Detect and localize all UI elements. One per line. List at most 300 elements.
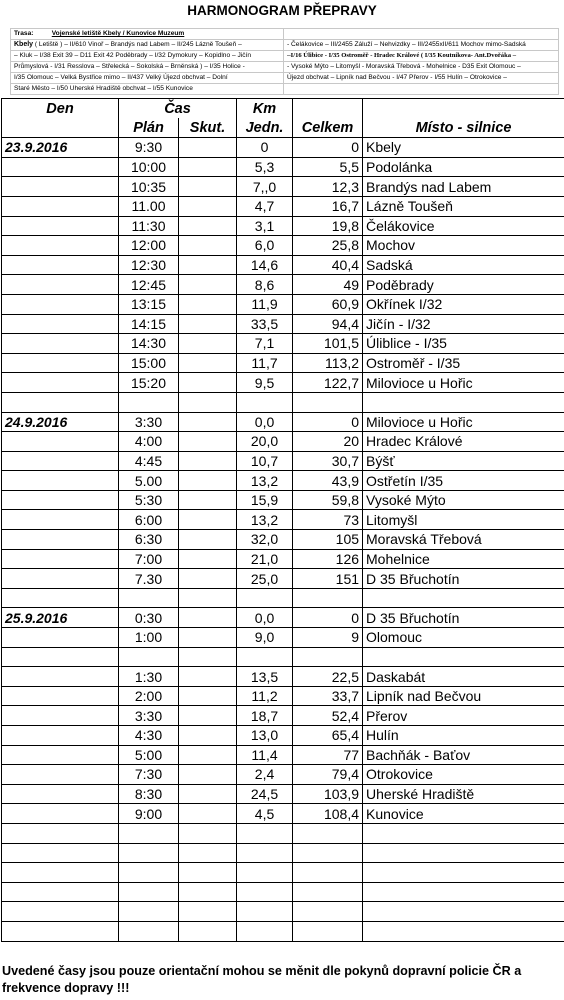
schedule-row <box>2 804 564 824</box>
route-right-text: - Čelákovice – III/2455 Záluží – Nehvizdky – III/2455xII/611 Mochov mimo-Sadská <box>287 41 526 48</box>
cell-jedn: 8,6 <box>237 275 293 295</box>
cell-place: Hradec Králové <box>363 432 564 452</box>
cell-place <box>363 588 564 608</box>
cell-date <box>2 882 119 902</box>
cell-date <box>2 334 119 354</box>
route-header-row <box>11 29 559 40</box>
cell-celk: 5,5 <box>293 157 363 177</box>
cell-date <box>2 647 119 667</box>
cell-place: Bachňák - Baťov <box>363 745 564 765</box>
route-right-bold: I/16 Úlibice - I/35 Ostroměř - Hradec Králové ( I/35 Koutníkova- Ant.Dvořáka – <box>290 52 517 59</box>
route-right-cell <box>284 40 559 51</box>
cell-jedn: 0,0 <box>237 608 293 628</box>
cell-date <box>2 726 119 746</box>
route-left-bold: Kbely <box>14 41 34 48</box>
route-line <box>11 40 559 51</box>
cell-date: 23.9.2016 <box>2 138 119 158</box>
cell-date <box>2 314 119 334</box>
cell-place: Otrokovice <box>363 765 564 785</box>
cell-plan: 7:00 <box>119 549 179 569</box>
cell-place: Úliblice - I/35 <box>363 334 564 354</box>
cell-celk: 126 <box>293 549 363 569</box>
header-jedn: Jedn. <box>237 118 293 138</box>
schedule-row <box>2 510 564 530</box>
cell-place: Hulín <box>363 726 564 746</box>
footer-note: Uvedené časy jsou pouze orientační mohou se měnit dle pokynů dopravní policie ČR a frekvence dopravy !!! <box>2 964 522 995</box>
cell-skut <box>179 451 237 471</box>
cell-skut <box>179 647 237 667</box>
cell-plan: 6:00 <box>119 510 179 530</box>
schedule-row <box>2 628 564 648</box>
cell-jedn: 15,9 <box>237 490 293 510</box>
document-title: HARMONOGRAM PŘEPRAVY <box>187 3 377 18</box>
route-right-cell <box>284 51 559 62</box>
route-right-cell <box>284 84 559 95</box>
cell-jedn: 10,7 <box>237 451 293 471</box>
cell-place: Podolánka <box>363 157 564 177</box>
cell-jedn <box>237 921 293 941</box>
cell-skut <box>179 196 237 216</box>
cell-skut <box>179 549 237 569</box>
cell-date: 24.9.2016 <box>2 412 119 432</box>
cell-jedn <box>237 588 293 608</box>
cell-celk: 22,5 <box>293 667 363 687</box>
header-cas: Čas <box>119 99 237 119</box>
cell-date <box>2 686 119 706</box>
cell-date <box>2 569 119 589</box>
schedule-row <box>2 196 564 216</box>
schedule-row <box>2 726 564 746</box>
cell-celk: 79,4 <box>293 765 363 785</box>
cell-place: Lipník nad Bečvou <box>363 686 564 706</box>
cell-jedn: 13,5 <box>237 667 293 687</box>
header-empty-celkem <box>293 99 363 119</box>
cell-plan: 3:30 <box>119 706 179 726</box>
route-title: Vojenské letiště Kbely / Kunovice Muzeum <box>51 30 185 37</box>
schedule-row <box>2 863 564 883</box>
cell-place: Lázně Toušeň <box>363 196 564 216</box>
cell-place: Ostroměř - I/35 <box>363 353 564 373</box>
cell-skut <box>179 745 237 765</box>
cell-plan: 13:15 <box>119 294 179 314</box>
header-empty-misto <box>363 99 564 119</box>
cell-date <box>2 745 119 765</box>
cell-place: Čelákovice <box>363 216 564 236</box>
route-description-table <box>10 28 559 95</box>
cell-celk <box>293 921 363 941</box>
cell-jedn: 4,5 <box>237 804 293 824</box>
cell-celk: 20 <box>293 432 363 452</box>
schedule-row <box>2 236 564 256</box>
route-left-text: – Kluk – I/38 Exit 39 – D11 Exit 42 Poděbrady – I/32 Dymokury – Kopidlno – Jičín <box>14 52 252 59</box>
cell-place: Sadská <box>363 255 564 275</box>
schedule-row <box>2 412 564 432</box>
cell-skut <box>179 823 237 843</box>
route-left-cell <box>11 62 284 73</box>
schedule-row <box>2 706 564 726</box>
route-left-text: I/35 Olomouc – Velká Bystřice mimo – II/437 Velký Újezd obchvat – Dolní <box>14 74 228 81</box>
cell-plan: 0:30 <box>119 608 179 628</box>
cell-plan <box>119 588 179 608</box>
cell-skut <box>179 471 237 491</box>
schedule-row <box>2 314 564 334</box>
route-label: Trasa: <box>14 30 34 37</box>
schedule-row <box>2 471 564 491</box>
cell-skut <box>179 334 237 354</box>
cell-date <box>2 236 119 256</box>
cell-skut <box>179 902 237 922</box>
schedule-row <box>2 921 564 941</box>
cell-plan <box>119 863 179 883</box>
cell-jedn <box>237 647 293 667</box>
header-row-top <box>2 99 564 119</box>
cell-plan: 8:30 <box>119 784 179 804</box>
schedule-row <box>2 843 564 863</box>
cell-celk: 101,5 <box>293 334 363 354</box>
cell-plan: 11.00 <box>119 196 179 216</box>
cell-plan <box>119 843 179 863</box>
cell-celk <box>293 588 363 608</box>
cell-celk: 19,8 <box>293 216 363 236</box>
cell-jedn <box>237 882 293 902</box>
cell-jedn <box>237 902 293 922</box>
cell-celk: 12,3 <box>293 177 363 197</box>
cell-jedn: 2,4 <box>237 765 293 785</box>
cell-celk: 0 <box>293 138 363 158</box>
cell-jedn: 13,2 <box>237 510 293 530</box>
cell-date <box>2 373 119 393</box>
cell-plan: 4:45 <box>119 451 179 471</box>
cell-celk: 40,4 <box>293 255 363 275</box>
cell-skut <box>179 353 237 373</box>
cell-place <box>363 921 564 941</box>
cell-place: Uherské Hradiště <box>363 784 564 804</box>
header-skut: Skut. <box>179 118 237 138</box>
header-km: Km <box>237 99 293 119</box>
schedule-row <box>2 255 564 275</box>
cell-skut <box>179 236 237 256</box>
cell-celk <box>293 392 363 412</box>
cell-date <box>2 863 119 883</box>
cell-celk: 73 <box>293 510 363 530</box>
route-left-cell <box>11 51 284 62</box>
cell-celk: 59,8 <box>293 490 363 510</box>
header-row-bottom <box>2 118 564 138</box>
cell-jedn: 9,5 <box>237 373 293 393</box>
route-left-cell <box>11 73 284 84</box>
cell-date <box>2 765 119 785</box>
cell-place: Olomouc <box>363 628 564 648</box>
cell-skut <box>179 530 237 550</box>
route-left-text: ( Letiště ) – II/610 Vinoř – Brandýs nad Labem – II/245 Lázně Toušeň – <box>33 41 242 48</box>
cell-place: Ostřetín I/35 <box>363 471 564 491</box>
cell-jedn <box>237 863 293 883</box>
cell-place: Milovioce u Hořic <box>363 412 564 432</box>
cell-skut <box>179 177 237 197</box>
cell-plan: 6:30 <box>119 530 179 550</box>
cell-celk: 60,9 <box>293 294 363 314</box>
schedule-row <box>2 667 564 687</box>
cell-date <box>2 196 119 216</box>
schedule-row <box>2 275 564 295</box>
cell-jedn <box>237 823 293 843</box>
cell-jedn: 13,0 <box>237 726 293 746</box>
cell-skut <box>179 686 237 706</box>
cell-place: Kbely <box>363 138 564 158</box>
cell-jedn: 11,7 <box>237 353 293 373</box>
cell-date <box>2 432 119 452</box>
schedule-row <box>2 765 564 785</box>
schedule-row <box>2 373 564 393</box>
cell-place <box>363 647 564 667</box>
cell-plan: 15:00 <box>119 353 179 373</box>
cell-skut <box>179 569 237 589</box>
cell-celk <box>293 863 363 883</box>
schedule-row <box>2 353 564 373</box>
cell-celk <box>293 902 363 922</box>
route-left-text: Staré Město – I/50 Uherské Hradiště obchvat – I/55 Kunovice <box>14 85 193 92</box>
cell-celk <box>293 647 363 667</box>
cell-skut <box>179 314 237 334</box>
cell-jedn <box>237 392 293 412</box>
cell-plan: 9:30 <box>119 138 179 158</box>
cell-celk: 105 <box>293 530 363 550</box>
header-plan: Plán <box>119 118 179 138</box>
cell-skut <box>179 138 237 158</box>
cell-plan: 3:30 <box>119 412 179 432</box>
cell-place: Okřínek I/32 <box>363 294 564 314</box>
cell-place: Moravská Třebová <box>363 530 564 550</box>
cell-date: 25.9.2016 <box>2 608 119 628</box>
cell-celk: 0 <box>293 608 363 628</box>
schedule-row <box>2 432 564 452</box>
cell-jedn: 0 <box>237 138 293 158</box>
cell-skut <box>179 216 237 236</box>
cell-jedn: 14,6 <box>237 255 293 275</box>
cell-skut <box>179 843 237 863</box>
cell-skut <box>179 608 237 628</box>
cell-skut <box>179 294 237 314</box>
cell-skut <box>179 392 237 412</box>
cell-jedn: 6,0 <box>237 236 293 256</box>
cell-place: Mochov <box>363 236 564 256</box>
cell-plan: 10:35 <box>119 177 179 197</box>
cell-plan <box>119 647 179 667</box>
cell-celk <box>293 843 363 863</box>
cell-jedn: 11,9 <box>237 294 293 314</box>
cell-jedn: 13,2 <box>237 471 293 491</box>
cell-place: Mohelnice <box>363 549 564 569</box>
cell-plan: 5:30 <box>119 490 179 510</box>
schedule-table <box>1 98 564 942</box>
cell-celk: 9 <box>293 628 363 648</box>
cell-plan <box>119 392 179 412</box>
schedule-row <box>2 549 564 569</box>
cell-jedn: 32,0 <box>237 530 293 550</box>
cell-jedn: 3,1 <box>237 216 293 236</box>
cell-plan <box>119 823 179 843</box>
cell-skut <box>179 432 237 452</box>
schedule-row <box>2 745 564 765</box>
schedule-row <box>2 138 564 158</box>
cell-skut <box>179 490 237 510</box>
cell-skut <box>179 765 237 785</box>
cell-place <box>363 882 564 902</box>
cell-jedn: 18,7 <box>237 706 293 726</box>
cell-plan: 5:00 <box>119 745 179 765</box>
cell-date <box>2 921 119 941</box>
cell-skut <box>179 921 237 941</box>
cell-celk <box>293 882 363 902</box>
schedule-row <box>2 569 564 589</box>
route-right-cell <box>284 62 559 73</box>
route-left-cell <box>11 84 284 95</box>
cell-jedn: 7,,0 <box>237 177 293 197</box>
schedule-row <box>2 177 564 197</box>
cell-place <box>363 823 564 843</box>
cell-plan: 12:30 <box>119 255 179 275</box>
cell-place: Brandýs nad Labem <box>363 177 564 197</box>
cell-date <box>2 510 119 530</box>
cell-skut <box>179 726 237 746</box>
cell-place: D 35 Břuchotín <box>363 608 564 628</box>
cell-date <box>2 902 119 922</box>
cell-date <box>2 157 119 177</box>
cell-skut <box>179 412 237 432</box>
cell-plan: 15:20 <box>119 373 179 393</box>
route-line <box>11 73 559 84</box>
header-empty-den <box>2 118 119 138</box>
cell-celk: 43,9 <box>293 471 363 491</box>
route-right-text: Újezd obchvat – Lipník nad Bečvou - I/47 Přerov - I/55 Hulín – Otrokovice – <box>287 74 507 81</box>
header-misto: Místo - silnice <box>363 118 564 138</box>
cell-place: Býšť <box>363 451 564 471</box>
cell-celk: 30,7 <box>293 451 363 471</box>
cell-plan: 12:00 <box>119 236 179 256</box>
cell-date <box>2 706 119 726</box>
cell-date <box>2 353 119 373</box>
cell-date <box>2 588 119 608</box>
cell-skut <box>179 373 237 393</box>
cell-date <box>2 216 119 236</box>
schedule-row <box>2 294 564 314</box>
cell-celk: 52,4 <box>293 706 363 726</box>
schedule-row <box>2 157 564 177</box>
cell-plan: 7:30 <box>119 765 179 785</box>
cell-place <box>363 902 564 922</box>
schedule-row <box>2 451 564 471</box>
header-den: Den <box>2 99 119 119</box>
cell-date <box>2 275 119 295</box>
cell-jedn: 11,2 <box>237 686 293 706</box>
cell-celk: 113,2 <box>293 353 363 373</box>
route-left-cell <box>11 40 284 51</box>
schedule-row <box>2 784 564 804</box>
cell-jedn: 7,1 <box>237 334 293 354</box>
cell-date <box>2 392 119 412</box>
cell-plan: 14:15 <box>119 314 179 334</box>
route-line <box>11 51 559 62</box>
route-right-cell <box>284 73 559 84</box>
cell-jedn: 33,5 <box>237 314 293 334</box>
cell-celk: 49 <box>293 275 363 295</box>
cell-skut <box>179 255 237 275</box>
schedule-row <box>2 334 564 354</box>
schedule-row <box>2 588 564 608</box>
cell-plan: 7.30 <box>119 569 179 589</box>
cell-celk <box>293 823 363 843</box>
cell-date <box>2 471 119 491</box>
cell-celk: 94,4 <box>293 314 363 334</box>
schedule-row <box>2 530 564 550</box>
cell-jedn: 5,3 <box>237 157 293 177</box>
cell-skut <box>179 667 237 687</box>
cell-jedn: 21,0 <box>237 549 293 569</box>
cell-plan: 5.00 <box>119 471 179 491</box>
cell-plan <box>119 921 179 941</box>
route-line <box>11 84 559 95</box>
cell-skut <box>179 784 237 804</box>
cell-place: Jičín - I/32 <box>363 314 564 334</box>
cell-plan: 9:00 <box>119 804 179 824</box>
cell-skut <box>179 157 237 177</box>
cell-plan: 1:30 <box>119 667 179 687</box>
schedule-row <box>2 490 564 510</box>
cell-skut <box>179 510 237 530</box>
cell-plan: 2:00 <box>119 686 179 706</box>
cell-date <box>2 177 119 197</box>
route-right-text: - Vysoké Mýto – Litomyšl - Moravská Třebová - Mohelnice - D35 Exit Olomouc – <box>287 63 521 70</box>
cell-date <box>2 823 119 843</box>
cell-date <box>2 628 119 648</box>
cell-skut <box>179 588 237 608</box>
cell-date <box>2 784 119 804</box>
cell-date <box>2 667 119 687</box>
cell-place <box>363 392 564 412</box>
cell-plan: 1:00 <box>119 628 179 648</box>
cell-plan: 4:00 <box>119 432 179 452</box>
cell-celk: 103,9 <box>293 784 363 804</box>
schedule-row <box>2 216 564 236</box>
cell-place <box>363 863 564 883</box>
cell-plan: 11:30 <box>119 216 179 236</box>
cell-place <box>363 843 564 863</box>
header-celkem: Celkem <box>293 118 363 138</box>
cell-plan: 10:00 <box>119 157 179 177</box>
cell-jedn: 0,0 <box>237 412 293 432</box>
cell-date <box>2 804 119 824</box>
cell-date <box>2 255 119 275</box>
cell-celk: 65,4 <box>293 726 363 746</box>
cell-plan: 4:30 <box>119 726 179 746</box>
cell-place: Poděbrady <box>363 275 564 295</box>
schedule-row <box>2 823 564 843</box>
cell-skut <box>179 804 237 824</box>
route-header-cell <box>11 29 284 40</box>
cell-jedn: 9,0 <box>237 628 293 648</box>
cell-plan <box>119 882 179 902</box>
cell-place: Kunovice <box>363 804 564 824</box>
cell-date <box>2 490 119 510</box>
cell-skut <box>179 628 237 648</box>
cell-celk: 33,7 <box>293 686 363 706</box>
cell-place: Vysoké Mýto <box>363 490 564 510</box>
cell-skut <box>179 275 237 295</box>
cell-celk: 77 <box>293 745 363 765</box>
cell-plan <box>119 902 179 922</box>
schedule-row <box>2 392 564 412</box>
route-left-text: Průmyslová - I/31 Resslova – Střelecká – Sokolská – Brněnská ) – I/35 Holice - <box>14 63 245 70</box>
